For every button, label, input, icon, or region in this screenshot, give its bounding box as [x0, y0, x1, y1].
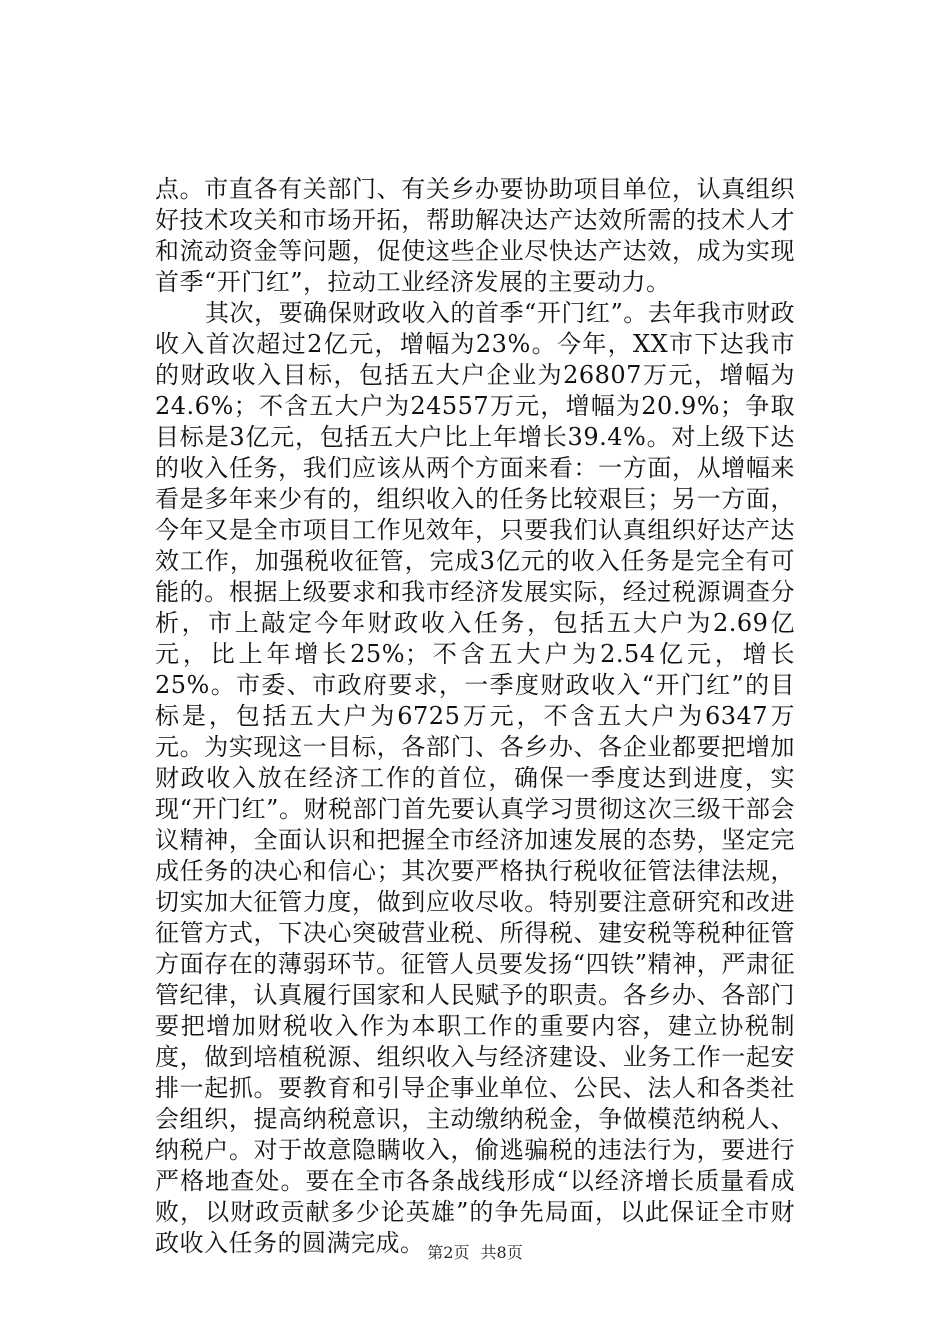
page-footer: [0, 1240, 950, 1263]
page-total: 共8页: [480, 1243, 523, 1262]
page-number: 第2页: [427, 1243, 470, 1262]
paragraph-2: 其次，要确保财政收入的首季“开门红”。去年我市财政收入首次超过2亿元，增幅为23%。今年，XX市下达我市的财政收入目标，包括五大户企业为26807万元，增幅为24.6%；不含五大户为24557万元，增幅为20.9%；争取目标是3亿元，包括五大户比上年增长39.4%。对上级下达的收入任务，我们应该从两个方面来看：一方面，从增幅来看是多年来少有的，组织收入的任务比较艰巨；另一方面，今年又是全市项目工作见效年，只要我们认真组织好达产达效工作，加强税收征管，完成3亿元的收入任务是完全有可能的。根据上级要求和我市经济发展实际，经过税源调查分析，市上敲定今年财政收入任务，包括五大户为2.69亿元，比上年增长25%；不含五大户为2.54亿元，增长25%。市委、市政府要求，一季度财政收入“开门红”的目标是，包括五大户为6725万元，不含五大户为6347万元。为实现这一目标，各部门、各乡办、各企业都要把增加财政收入放在经济工作的首位，确保一季度达到进度，实现“开门红”。财税部门首先要认真学习贯彻这次三级干部会议精神，全面认识和把握全市经济加速发展的态势，坚定完成任务的决心和信心；其次要严格执行税收征管法律法规，切实加大征管力度，做到应收尽收。特别要注意研究和改进征管方式，下决心突破营业税、所得税、建安税等税种征管方面存在的薄弱环节。征管人员要发扬“四铁”精神，严肃征管纪律，认真履行国家和人民赋予的职责。各乡办、各部门要把增加财税收入作为本职工作的重要内容，建立协税制度，做到培植税源、组织收入与经济建设、业务工作一起安排一起抓。要教育和引导企事业单位、公民、法人和各类社会组织，提高纳税意识，主动缴纳税金，争做模范纳税人、纳税户。对于故意隐瞒收入，偷逃骗税的违法行为，要进行严格地查处。要在全市各条战线形成“以经济增长质量看成败，以财政贡献多少论英雄”的争先局面，以此保证全市财政收入任务的圆满完成。: [155, 299, 795, 1257]
paragraph-1: 点。市直各有关部门、有关乡办要协助项目单位，认真组织好技术攻关和市场开拓，帮助解决达产达效所需的技术人才和流动资金等问题，促使这些企业尽快达产达效，成为实现首季“开门红”，拉动工业经济发展的主要动力。: [155, 175, 795, 296]
document-body: [155, 174, 795, 1259]
